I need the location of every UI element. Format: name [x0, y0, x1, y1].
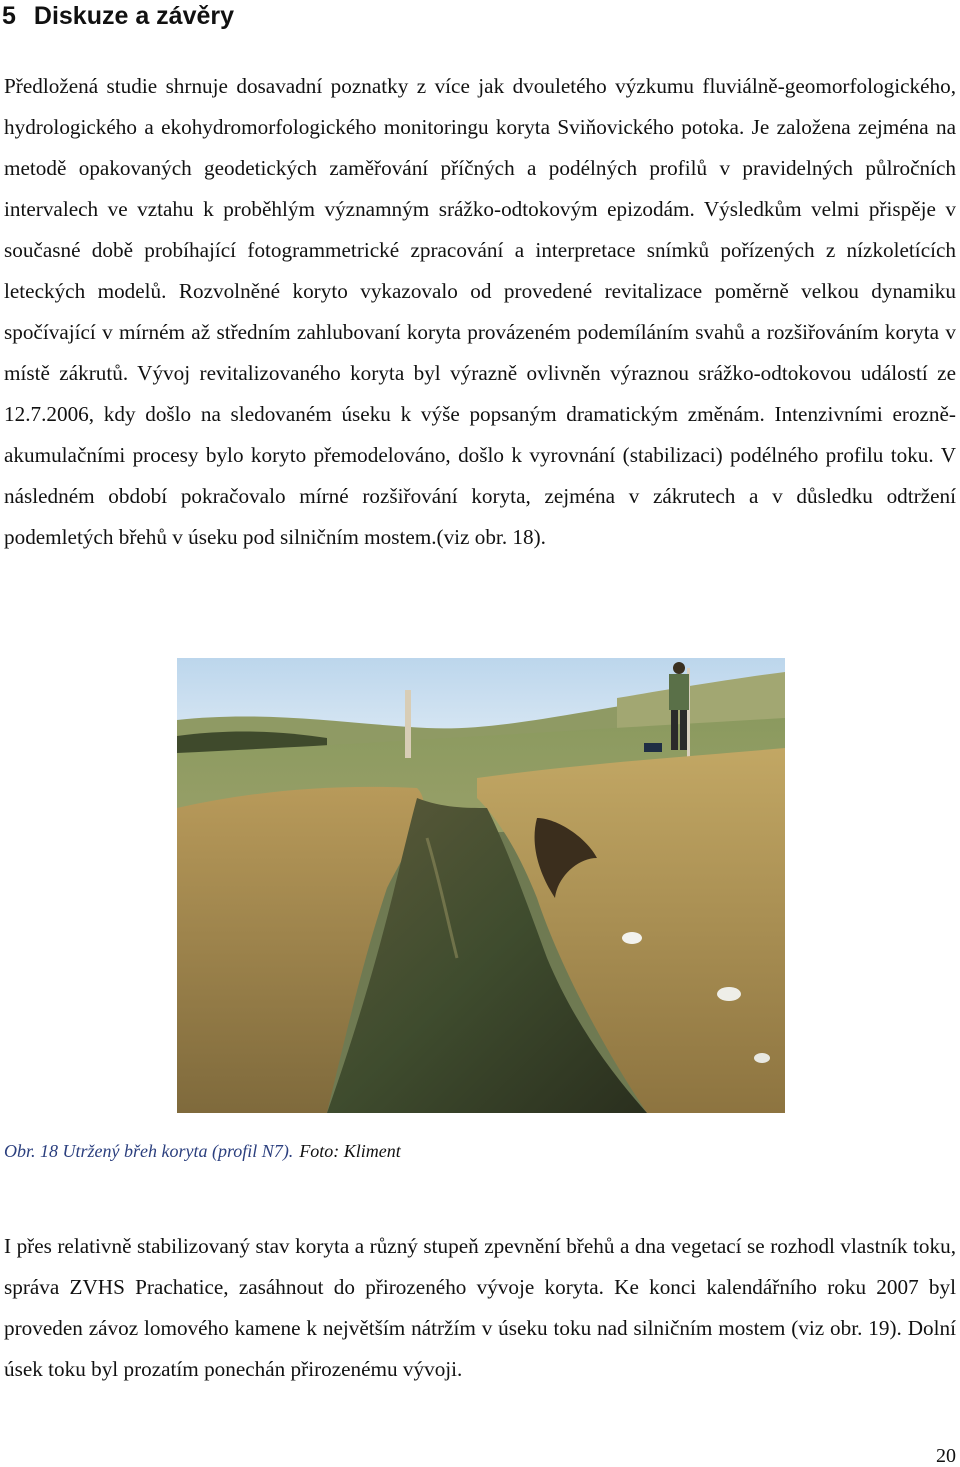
paragraph-followup: I přes relativně stabilizovaný stav koryta a různý stupeň zpevnění břehů a dna vegetací se rozhodl vlastník toku, správa ZVHS Prachatice, zasáhnout do přirozeného vývoje koryta. Ke konci kalendářního roku 2007 byl proveden závoz lomového kamene k největším nátržím v úseku toku nad silničním mostem (viz obr. 19). Dolní úsek toku byl prozatím ponechán přirozenému vývoji. — [4, 1234, 956, 1381]
caption-label: Obr. 18 Utržený břeh koryta (profil N7). — [4, 1141, 294, 1161]
paragraph-intro: Předložená studie shrnuje dosavadní poznatky z více jak dvouletého výzkumu fluviálně-geomorfologického, hydrologického a ekohydromorfologického monitoringu koryta Sviňovického potoka. Je založena zejména na metodě opakovaných geodetických zaměřování příčných a podélných profilů v pravidelných půlročních intervalech ve vztahu k proběhlým významným srážko-odtokovým epizodám. Výsledkům velmi přispěje v současné době probíhající fotogrammetrické zpracování a interpretace snímků pořízených z nízkoletících leteckých modelů. Rozvolněné koryto vykazovalo od provedené revitalizace poměrně velkou dynamiku spočívající v mírném až středním zahlubovaní koryta provázeném podemíláním svahů a rozšiřováním koryta v místě zákrutů. Vývoj revitalizovaného koryta byl výrazně ovlivněn výraznou srážko-odtokovou událostí ze 12.7.2006, kdy došlo na sledovaném úseku k výše popsaným dramatickým změnám. Intenzivními erozně-akumulačními procesy bylo koryto přemodelováno, došlo k vyrovnání (stabilizaci) podélného profilu toku. V následném období pokračovalo mírné rozšiřování koryta, zejména v zákrutech a v důsledku odtržení podemletých břehů v úseku pod silničním mostem.(viz obr. 18). — [4, 74, 956, 549]
page-number: 20 — [936, 1445, 956, 1467]
figure-photo — [177, 658, 785, 1113]
photo-stake — [405, 690, 411, 758]
section-title: Diskuze a závěry — [33, 2, 235, 30]
section-number: 5 — [2, 2, 16, 30]
figure-caption — [4, 1139, 401, 1163]
caption-credit: Foto: Kliment — [299, 1141, 401, 1161]
section-heading — [2, 0, 234, 32]
